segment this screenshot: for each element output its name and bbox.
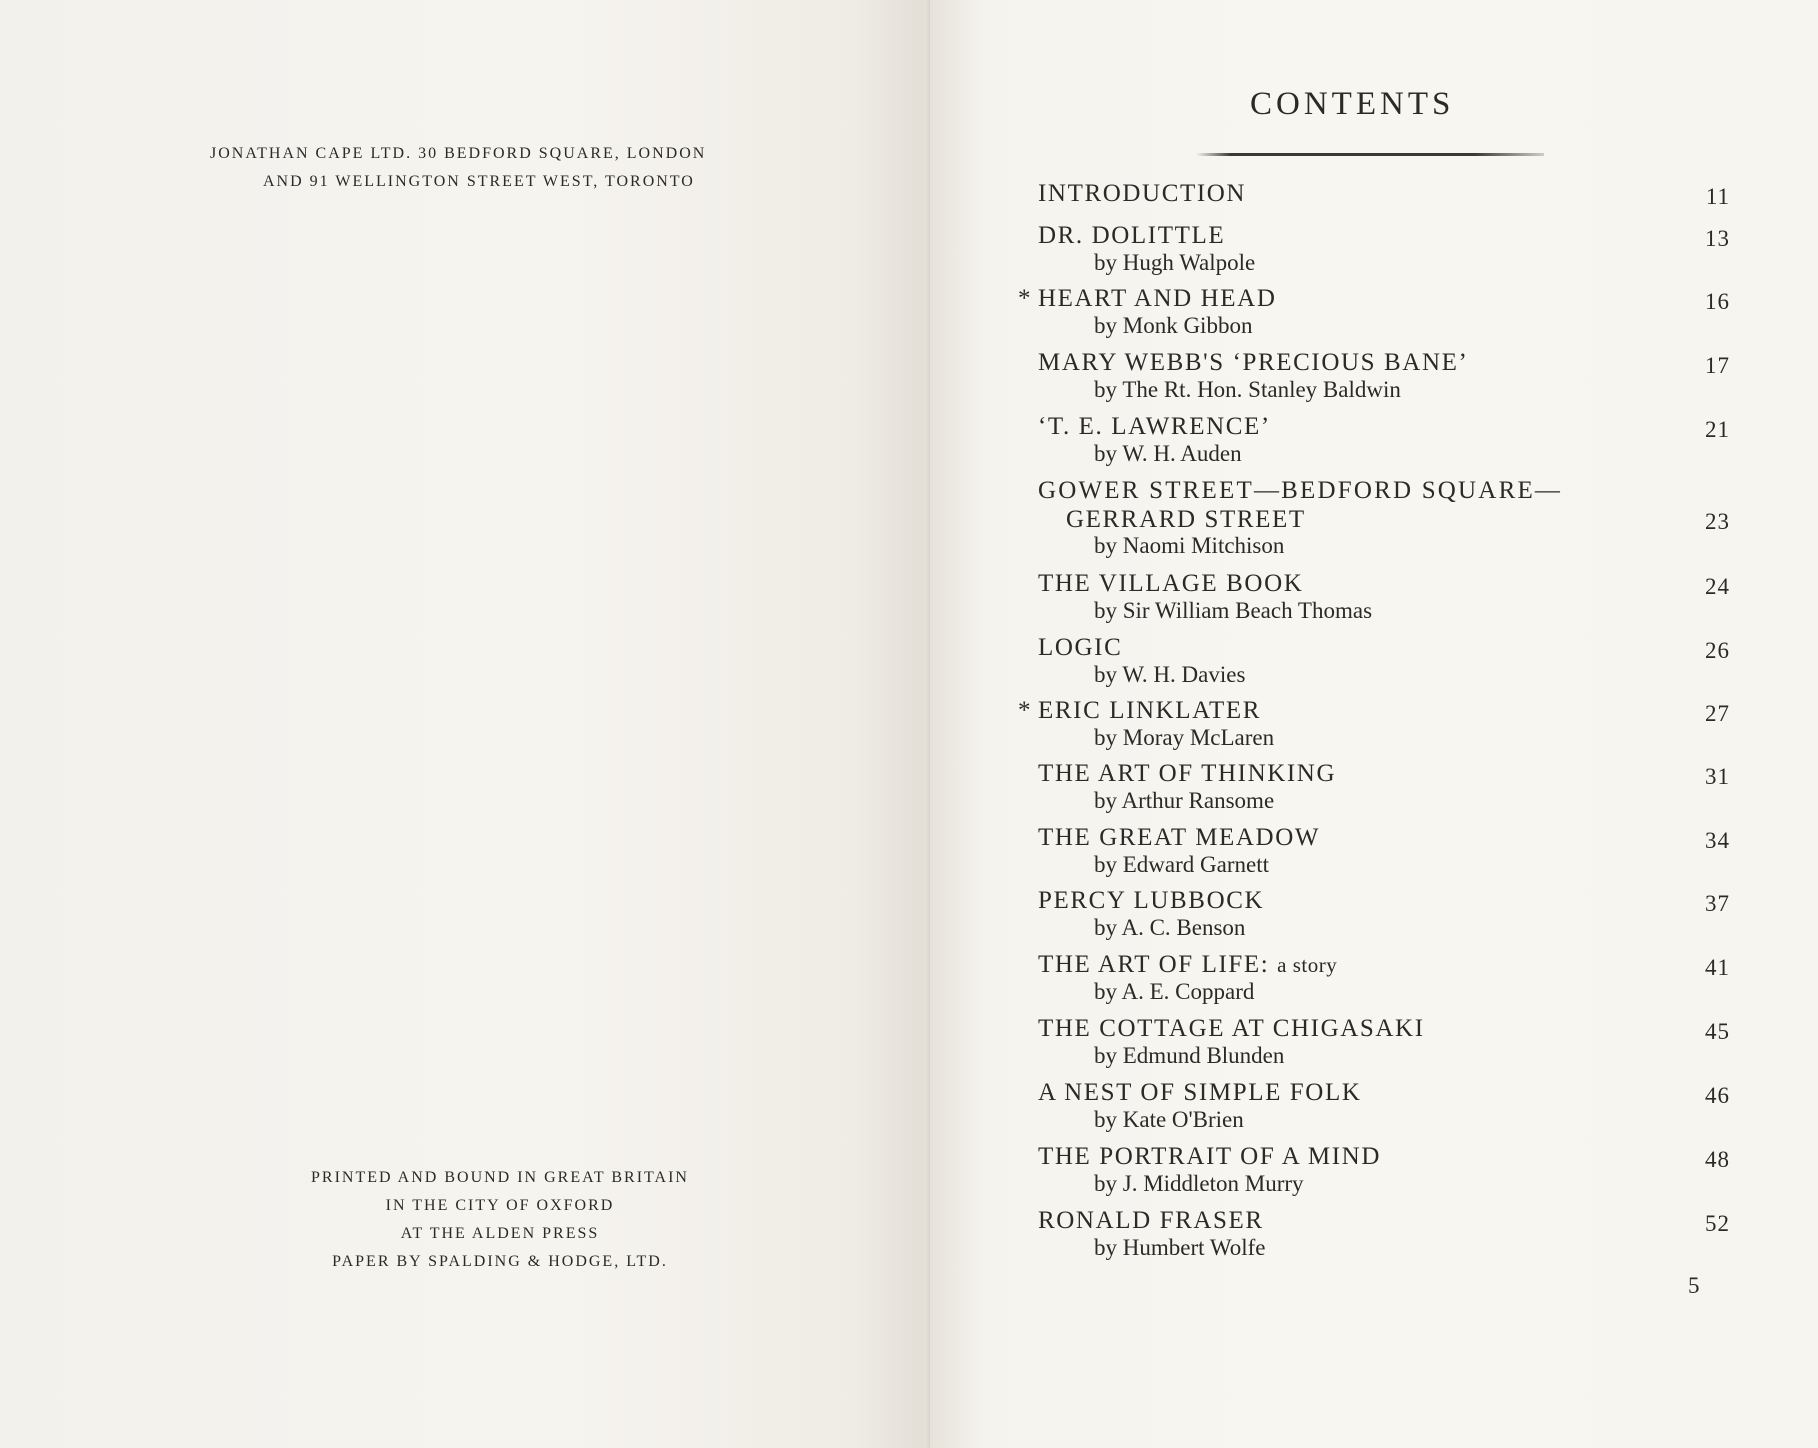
publisher-imprint: [210, 140, 770, 196]
toc-entry-page-number: 13: [1705, 226, 1730, 251]
toc-entry-title: [1038, 180, 1246, 208]
publisher-line: AND 91 WELLINGTON STREET WEST, TORONTO: [263, 173, 695, 190]
toc-entry-title: [1038, 697, 1261, 725]
toc-entry-title: [1038, 349, 1468, 377]
toc-entry-author: by Arthur Ransome: [1094, 788, 1275, 813]
toc-entry-title-text: A NEST OF SIMPLE FOLK: [1038, 1079, 1362, 1106]
toc-entry-title-text: THE ART OF THINKING: [1038, 760, 1337, 787]
toc-entry-title: [1038, 1079, 1361, 1107]
heading-rule: [1196, 153, 1544, 156]
toc-entry-title-text: RONALD FRASER: [1038, 1207, 1264, 1234]
toc-entry-title: [1038, 1015, 1425, 1043]
toc-entry-author: by W. H. Auden: [1094, 441, 1242, 466]
colophon-line: AT THE ALDEN PRESS: [400, 1225, 600, 1242]
printer-colophon: [280, 1164, 720, 1276]
toc-entry-title-text: ERIC LINKLATER: [1038, 697, 1262, 724]
toc-entry-title-text: THE PORTRAIT OF A MIND: [1038, 1143, 1381, 1170]
toc-entry-title: [1038, 477, 1562, 505]
toc-entry-page-number: 27: [1705, 701, 1730, 726]
toc-entry-page-number: 21: [1705, 417, 1730, 442]
toc-entry-page-number: 46: [1705, 1083, 1730, 1108]
toc-entry-author: by Monk Gibbon: [1094, 313, 1253, 338]
toc-entry-page-number: 52: [1705, 1211, 1730, 1236]
toc-entry-title-text: THE COTTAGE AT CHIGASAKI: [1038, 1015, 1425, 1042]
toc-entry-page-number: 45: [1705, 1019, 1730, 1044]
toc-entry-title: [1038, 413, 1271, 441]
toc-entry-author: by J. Middleton Murry: [1094, 1171, 1304, 1196]
contents-heading: CONTENTS: [1250, 86, 1455, 122]
toc-entry-author: by A. E. Coppard: [1094, 979, 1255, 1004]
colophon-line: PAPER BY SPALDING & HODGE, LTD.: [332, 1253, 668, 1270]
page-number: 5: [1688, 1273, 1700, 1298]
toc-entry-author: by Hugh Walpole: [1094, 250, 1256, 275]
toc-entry-title-text: HEART AND HEAD: [1038, 285, 1277, 312]
colophon-line: IN THE CITY OF OXFORD: [385, 1197, 615, 1214]
toc-entry-author: by Edward Garnett: [1094, 852, 1269, 877]
toc-entry-title-text: LOGIC: [1038, 634, 1123, 661]
asterisk-marker: *: [1018, 285, 1031, 312]
toc-entry-page-number: 37: [1705, 891, 1730, 916]
toc-entry-title: [1038, 634, 1122, 662]
toc-entry-page-number: 26: [1705, 638, 1730, 663]
toc-entry-title: [1038, 570, 1303, 598]
toc-entry-title-text: DR. DOLITTLE: [1038, 222, 1226, 249]
toc-entry-page-number: 24: [1705, 574, 1730, 599]
toc-entry-title-text: ‘T. E. LAWRENCE’: [1038, 413, 1271, 440]
toc-entry-title: [1038, 951, 1337, 979]
toc-entry-author: by The Rt. Hon. Stanley Baldwin: [1094, 377, 1401, 402]
toc-entry-title-text: THE GREAT MEADOW: [1038, 824, 1321, 851]
toc-entry-title-suffix: a story: [1277, 953, 1338, 977]
toc-entry-page-number: 23: [1705, 509, 1730, 534]
toc-entry-page-number: 48: [1705, 1147, 1730, 1172]
toc-entry-author: by Humbert Wolfe: [1094, 1235, 1266, 1260]
toc-entry-title-text: INTRODUCTION: [1038, 180, 1247, 207]
toc-entry-title-text: PERCY LUBBOCK: [1038, 887, 1265, 914]
toc-entry-title-text: GOWER STREET—BEDFORD SQUARE—: [1038, 477, 1563, 504]
asterisk-marker: *: [1018, 697, 1031, 724]
toc-entry-title: [1038, 1143, 1381, 1171]
toc-entry-author: by W. H. Davies: [1094, 662, 1246, 687]
toc-entry-author: by Naomi Mitchison: [1094, 533, 1285, 558]
toc-entry-title: [1038, 760, 1336, 788]
toc-entry-title: [1038, 222, 1225, 250]
toc-entry-author: by A. C. Benson: [1094, 915, 1246, 940]
toc-entry-author: by Edmund Blunden: [1094, 1043, 1285, 1068]
publisher-line: JONATHAN CAPE LTD. 30 BEDFORD SQUARE, LONDON: [210, 145, 707, 162]
toc-entry-page-number: 34: [1705, 828, 1730, 853]
toc-entry-author: by Kate O'Brien: [1094, 1107, 1244, 1132]
toc-entry-author: by Moray McLaren: [1094, 725, 1275, 750]
toc-entry-title: [1038, 1207, 1264, 1235]
toc-entry-title-text: THE ART OF LIFE:: [1038, 951, 1270, 978]
toc-entry-title: [1038, 887, 1264, 915]
toc-entry-page-number: 17: [1705, 353, 1730, 378]
toc-entry-page-number: 11: [1705, 184, 1730, 209]
toc-entry-title: [1038, 285, 1277, 313]
toc-entry-page-number: 41: [1705, 955, 1730, 980]
toc-entry-page-number: 16: [1705, 289, 1730, 314]
colophon-line: PRINTED AND BOUND IN GREAT BRITAIN: [311, 1169, 689, 1186]
toc-entry-title-continued: GERRARD STREET: [1066, 506, 1306, 533]
toc-entry-author: by Sir William Beach Thomas: [1094, 598, 1373, 623]
toc-entry-title-text: THE VILLAGE BOOK: [1038, 570, 1304, 597]
toc-entry-title: [1038, 824, 1320, 852]
toc-entry-title-text: MARY WEBB'S ‘PRECIOUS BANE’: [1038, 349, 1469, 376]
toc-entry-page-number: 31: [1705, 764, 1730, 789]
